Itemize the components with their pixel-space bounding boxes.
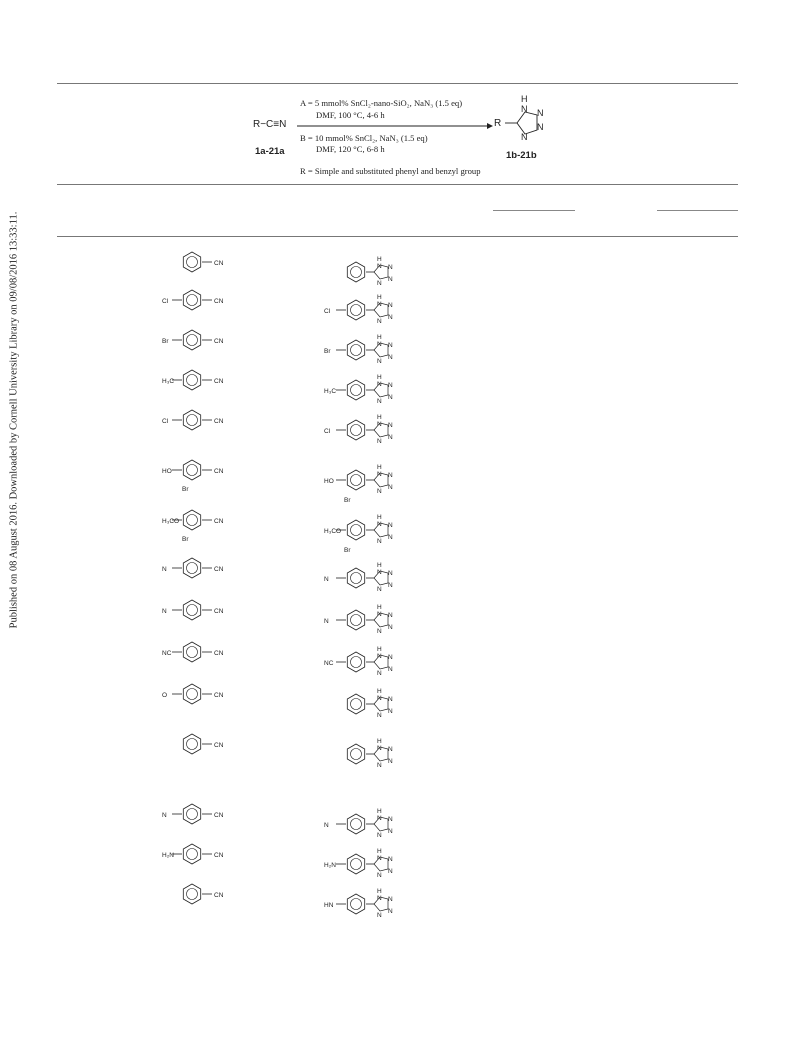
tetrazole-n: N bbox=[388, 484, 393, 491]
download-notice-text: Published on 08 August 2016. Downloaded by Cornell University Library on 09/08/2016 13:33:11. bbox=[8, 211, 20, 629]
aromatic-circle bbox=[351, 859, 362, 870]
benzene-ring bbox=[183, 684, 200, 704]
aromatic-circle bbox=[187, 689, 198, 700]
substrate-structure bbox=[160, 598, 250, 638]
nitrile-group: CN bbox=[214, 608, 224, 615]
product-h-label: H bbox=[521, 94, 528, 104]
tetrazole-h: H bbox=[377, 888, 382, 895]
substrate-structure bbox=[160, 802, 250, 842]
nitrile-group: CN bbox=[214, 566, 224, 573]
tetrazole-n: N bbox=[377, 358, 382, 365]
benzene-ring bbox=[183, 460, 200, 480]
tetrazole-n: N bbox=[388, 522, 393, 529]
substrate-structure bbox=[160, 882, 250, 922]
tetrazole-n: N bbox=[377, 762, 382, 769]
product-structure bbox=[322, 846, 422, 890]
tetrazole-h: H bbox=[377, 256, 382, 263]
substituent-label: H₃CO bbox=[162, 518, 180, 525]
benzene-ring bbox=[347, 814, 364, 834]
benzene-ring bbox=[183, 370, 200, 390]
benzene-ring bbox=[347, 470, 364, 490]
product-structure bbox=[322, 686, 422, 730]
nitrile-group: CN bbox=[214, 892, 224, 899]
tetrazole-n: N bbox=[388, 828, 393, 835]
reaction-scheme bbox=[57, 86, 738, 182]
benzene-ring bbox=[347, 262, 364, 282]
tetrazole-h: H bbox=[377, 604, 382, 611]
substrate-structure bbox=[160, 508, 250, 548]
aromatic-circle bbox=[187, 849, 198, 860]
tetrazole-n: N bbox=[388, 422, 393, 429]
benzene-ring bbox=[183, 884, 200, 904]
aromatic-circle bbox=[187, 809, 198, 820]
product-structure bbox=[322, 736, 422, 780]
nitrile-group: CN bbox=[214, 852, 224, 859]
tetrazole-n: N bbox=[388, 696, 393, 703]
product-structure bbox=[322, 332, 422, 376]
tetrazole-n: N bbox=[388, 570, 393, 577]
aromatic-circle bbox=[351, 657, 362, 668]
substituent-label: N bbox=[162, 812, 167, 819]
benzene-ring bbox=[183, 510, 200, 530]
tetrazole-n: N bbox=[377, 538, 382, 545]
substituent-label: H₂N bbox=[162, 852, 174, 859]
product-tetrazole bbox=[494, 92, 567, 148]
reactant-formula: R−C≡N bbox=[253, 119, 287, 130]
tetrazole-h: H bbox=[377, 562, 382, 569]
aromatic-circle bbox=[351, 425, 362, 436]
reactant-label: 1a-21a bbox=[255, 146, 285, 157]
aromatic-circle bbox=[187, 515, 198, 526]
tetrazole-n: N bbox=[377, 263, 382, 270]
aromatic-circle bbox=[187, 375, 198, 386]
tetrazole-n: N bbox=[377, 398, 382, 405]
substrate-structure bbox=[160, 408, 250, 448]
aromatic-circle bbox=[187, 889, 198, 900]
nitrile-group: CN bbox=[214, 468, 224, 475]
benzene-ring bbox=[183, 844, 200, 864]
tetrazole-n: N bbox=[388, 856, 393, 863]
tetrazole-n: N bbox=[388, 896, 393, 903]
product-n3-label: N bbox=[537, 122, 544, 132]
aromatic-circle bbox=[351, 385, 362, 396]
substrate-structure bbox=[160, 458, 250, 498]
substrate-structure bbox=[160, 328, 250, 368]
aromatic-circle bbox=[351, 749, 362, 760]
aromatic-circle bbox=[351, 525, 362, 536]
benzene-ring bbox=[183, 252, 200, 272]
nitrile-group: CN bbox=[214, 298, 224, 305]
tetrazole-n: N bbox=[377, 586, 382, 593]
benzene-ring bbox=[347, 652, 364, 672]
tetrazole-n: N bbox=[388, 434, 393, 441]
tetrazole-n: N bbox=[388, 612, 393, 619]
substrate-structure bbox=[160, 842, 250, 882]
tetrazole-n: N bbox=[388, 314, 393, 321]
tetrazole-h: H bbox=[377, 646, 382, 653]
tetrazole-n: N bbox=[388, 758, 393, 765]
substituent-label: Cl bbox=[162, 298, 169, 305]
tetrazole-n: N bbox=[377, 521, 382, 528]
substituent-label: O bbox=[162, 692, 168, 699]
product-label: 1b-21b bbox=[506, 150, 537, 161]
substituent-label: NC bbox=[162, 650, 172, 657]
tetrazole-h: H bbox=[377, 464, 382, 471]
product-structure bbox=[322, 462, 422, 506]
benzene-ring bbox=[183, 804, 200, 824]
substituent-label: HO bbox=[162, 468, 172, 475]
tetrazole-n: N bbox=[377, 488, 382, 495]
substituent-label: N bbox=[162, 566, 167, 573]
tetrazole-n: N bbox=[388, 394, 393, 401]
benzene-ring bbox=[183, 330, 200, 350]
condition-a-line1: A = 5 mmol% SnCl₂-nano-SiO₂, NaN₃ (1.5 eq) bbox=[300, 98, 463, 108]
column-group-rule-a bbox=[493, 210, 575, 211]
benzene-ring bbox=[347, 300, 364, 320]
product-structure bbox=[322, 560, 422, 604]
tetrazole-n: N bbox=[388, 264, 393, 271]
benzene-ring bbox=[347, 340, 364, 360]
benzene-ring bbox=[347, 380, 364, 400]
download-notice bbox=[0, 0, 28, 1039]
benzene-ring bbox=[347, 744, 364, 764]
aromatic-circle bbox=[187, 415, 198, 426]
substituent-label: Br bbox=[162, 338, 169, 345]
benzene-ring bbox=[183, 290, 200, 310]
reaction-arrow bbox=[297, 122, 493, 130]
nitrile-group: CN bbox=[214, 742, 224, 749]
tetrazole-n: N bbox=[388, 382, 393, 389]
tetrazole-h: H bbox=[377, 848, 382, 855]
product-n4-label: N bbox=[521, 132, 528, 142]
tetrazole-h: H bbox=[377, 514, 382, 521]
product-substituent-label: N bbox=[324, 576, 329, 583]
nitrile-group: CN bbox=[214, 338, 224, 345]
aromatic-circle bbox=[187, 739, 198, 750]
substrate-structure bbox=[160, 732, 250, 772]
tetrazole-n: N bbox=[377, 653, 382, 660]
benzene-ring bbox=[347, 568, 364, 588]
extra-substituent: Br bbox=[182, 536, 189, 543]
product-substituent-label: N bbox=[324, 822, 329, 829]
tetrazole-h: H bbox=[377, 334, 382, 341]
tetrazole-n: N bbox=[388, 816, 393, 823]
aromatic-circle bbox=[351, 699, 362, 710]
tetrazole-n: N bbox=[377, 695, 382, 702]
tetrazole-h: H bbox=[377, 294, 382, 301]
tetrazole-n: N bbox=[388, 868, 393, 875]
substituent-note: R = Simple and substituted phenyl and benzyl group bbox=[300, 166, 481, 176]
tetrazole-n: N bbox=[388, 342, 393, 349]
tetrazole-n: N bbox=[377, 569, 382, 576]
condition-a-line2: DMF, 100 °C, 4-6 h bbox=[316, 110, 385, 120]
tetrazole-n: N bbox=[377, 855, 382, 862]
nitrile-group: CN bbox=[214, 378, 224, 385]
tetrazole-n: N bbox=[377, 815, 382, 822]
tetrazole-n: N bbox=[388, 708, 393, 715]
product-r-label: R bbox=[494, 118, 502, 129]
aromatic-circle bbox=[351, 615, 362, 626]
benzene-ring bbox=[347, 420, 364, 440]
nitrile-group: CN bbox=[214, 650, 224, 657]
tetrazole-n: N bbox=[388, 472, 393, 479]
substrate-structure bbox=[160, 250, 250, 290]
tetrazole-n: N bbox=[388, 624, 393, 631]
tetrazole-n: N bbox=[388, 582, 393, 589]
tetrazole-n: N bbox=[377, 628, 382, 635]
nitrile-group: CN bbox=[214, 418, 224, 425]
header-bottom-rule bbox=[57, 236, 738, 237]
substrate-structure bbox=[160, 682, 250, 722]
tetrazole-n: N bbox=[377, 712, 382, 719]
product-substituent-label: H₃C bbox=[324, 388, 337, 395]
tetrazole-n: N bbox=[388, 534, 393, 541]
product-structure bbox=[322, 412, 422, 456]
aromatic-circle bbox=[351, 573, 362, 584]
product-substituent-label: HN bbox=[324, 902, 334, 909]
tetrazole-n: N bbox=[377, 912, 382, 919]
product-n1-label: N bbox=[521, 104, 528, 114]
benzene-ring bbox=[183, 600, 200, 620]
tetrazole-n: N bbox=[377, 745, 382, 752]
product-structure bbox=[322, 806, 422, 850]
tetrazole-n: N bbox=[377, 341, 382, 348]
substituent-label: N bbox=[162, 608, 167, 615]
substituent-label: H₃C bbox=[162, 378, 175, 385]
aromatic-circle bbox=[187, 563, 198, 574]
substrate-structure bbox=[160, 368, 250, 408]
product-substituent-label: N bbox=[324, 618, 329, 625]
benzene-ring bbox=[347, 610, 364, 630]
tetrazole-n: N bbox=[377, 832, 382, 839]
product-substituent-label: NC bbox=[324, 660, 334, 667]
product-extra-substituent: Br bbox=[344, 547, 351, 554]
table-top-rule bbox=[57, 83, 738, 84]
aromatic-circle bbox=[351, 475, 362, 486]
product-structure bbox=[322, 644, 422, 688]
substrate-structure bbox=[160, 288, 250, 328]
benzene-ring bbox=[183, 558, 200, 578]
tetrazole-n: N bbox=[377, 280, 382, 287]
tetrazole-n: N bbox=[388, 666, 393, 673]
substrate-structure bbox=[160, 640, 250, 680]
tetrazole-n: N bbox=[388, 908, 393, 915]
aromatic-circle bbox=[187, 605, 198, 616]
substituent-label: Cl bbox=[162, 418, 169, 425]
product-structure bbox=[322, 292, 422, 336]
product-substituent-label: H₂N bbox=[324, 862, 336, 869]
product-substituent-label: Cl bbox=[324, 308, 331, 315]
tetrazole-n: N bbox=[377, 670, 382, 677]
benzene-ring bbox=[347, 694, 364, 714]
aromatic-circle bbox=[351, 899, 362, 910]
tetrazole-n: N bbox=[377, 381, 382, 388]
aromatic-circle bbox=[187, 295, 198, 306]
tetrazole-h: H bbox=[377, 738, 382, 745]
aromatic-circle bbox=[187, 647, 198, 658]
benzene-ring bbox=[347, 894, 364, 914]
product-substituent-label: Br bbox=[324, 348, 331, 355]
aromatic-circle bbox=[187, 335, 198, 346]
aromatic-circle bbox=[187, 257, 198, 268]
benzene-ring bbox=[183, 734, 200, 754]
benzene-ring bbox=[347, 854, 364, 874]
tetrazole-h: H bbox=[377, 808, 382, 815]
tetrazole-n: N bbox=[377, 301, 382, 308]
nitrile-group: CN bbox=[214, 692, 224, 699]
tetrazole-n: N bbox=[388, 654, 393, 661]
nitrile-group: CN bbox=[214, 518, 224, 525]
scheme-bottom-rule bbox=[57, 184, 738, 185]
benzene-ring bbox=[183, 642, 200, 662]
tetrazole-n: N bbox=[388, 276, 393, 283]
tetrazole-n: N bbox=[388, 746, 393, 753]
benzene-ring bbox=[347, 520, 364, 540]
aromatic-circle bbox=[351, 267, 362, 278]
tetrazole-n: N bbox=[377, 471, 382, 478]
tetrazole-h: H bbox=[377, 414, 382, 421]
tetrazole-h: H bbox=[377, 688, 382, 695]
extra-substituent: Br bbox=[182, 486, 189, 493]
product-n2-label: N bbox=[537, 108, 544, 118]
product-structure bbox=[322, 886, 422, 930]
tetrazole-n: N bbox=[377, 872, 382, 879]
tetrazole-n: N bbox=[377, 438, 382, 445]
condition-b-line2: DMF, 120 °C, 6-8 h bbox=[316, 144, 385, 154]
condition-b-line1: B = 10 mmol% SnCl₂, NaN₃ (1.5 eq) bbox=[300, 133, 428, 143]
product-substituent-label: HO bbox=[324, 478, 334, 485]
aromatic-circle bbox=[351, 345, 362, 356]
aromatic-circle bbox=[351, 819, 362, 830]
tetrazole-n: N bbox=[388, 302, 393, 309]
aromatic-circle bbox=[187, 465, 198, 476]
tetrazole-h: H bbox=[377, 374, 382, 381]
column-group-rule-b bbox=[657, 210, 738, 211]
substrate-structure bbox=[160, 556, 250, 596]
aromatic-circle bbox=[351, 305, 362, 316]
nitrile-group: CN bbox=[214, 260, 224, 267]
benzene-ring bbox=[183, 410, 200, 430]
tetrazole-n: N bbox=[377, 421, 382, 428]
tetrazole-n: N bbox=[388, 354, 393, 361]
product-extra-substituent: Br bbox=[344, 497, 351, 504]
product-substituent-label: H₃CO bbox=[324, 528, 342, 535]
tetrazole-n: N bbox=[377, 611, 382, 618]
product-substituent-label: Cl bbox=[324, 428, 331, 435]
nitrile-group: CN bbox=[214, 812, 224, 819]
product-structure bbox=[322, 602, 422, 646]
product-structure bbox=[322, 512, 422, 556]
tetrazole-n: N bbox=[377, 318, 382, 325]
product-structure bbox=[322, 372, 422, 416]
tetrazole-n: N bbox=[377, 895, 382, 902]
